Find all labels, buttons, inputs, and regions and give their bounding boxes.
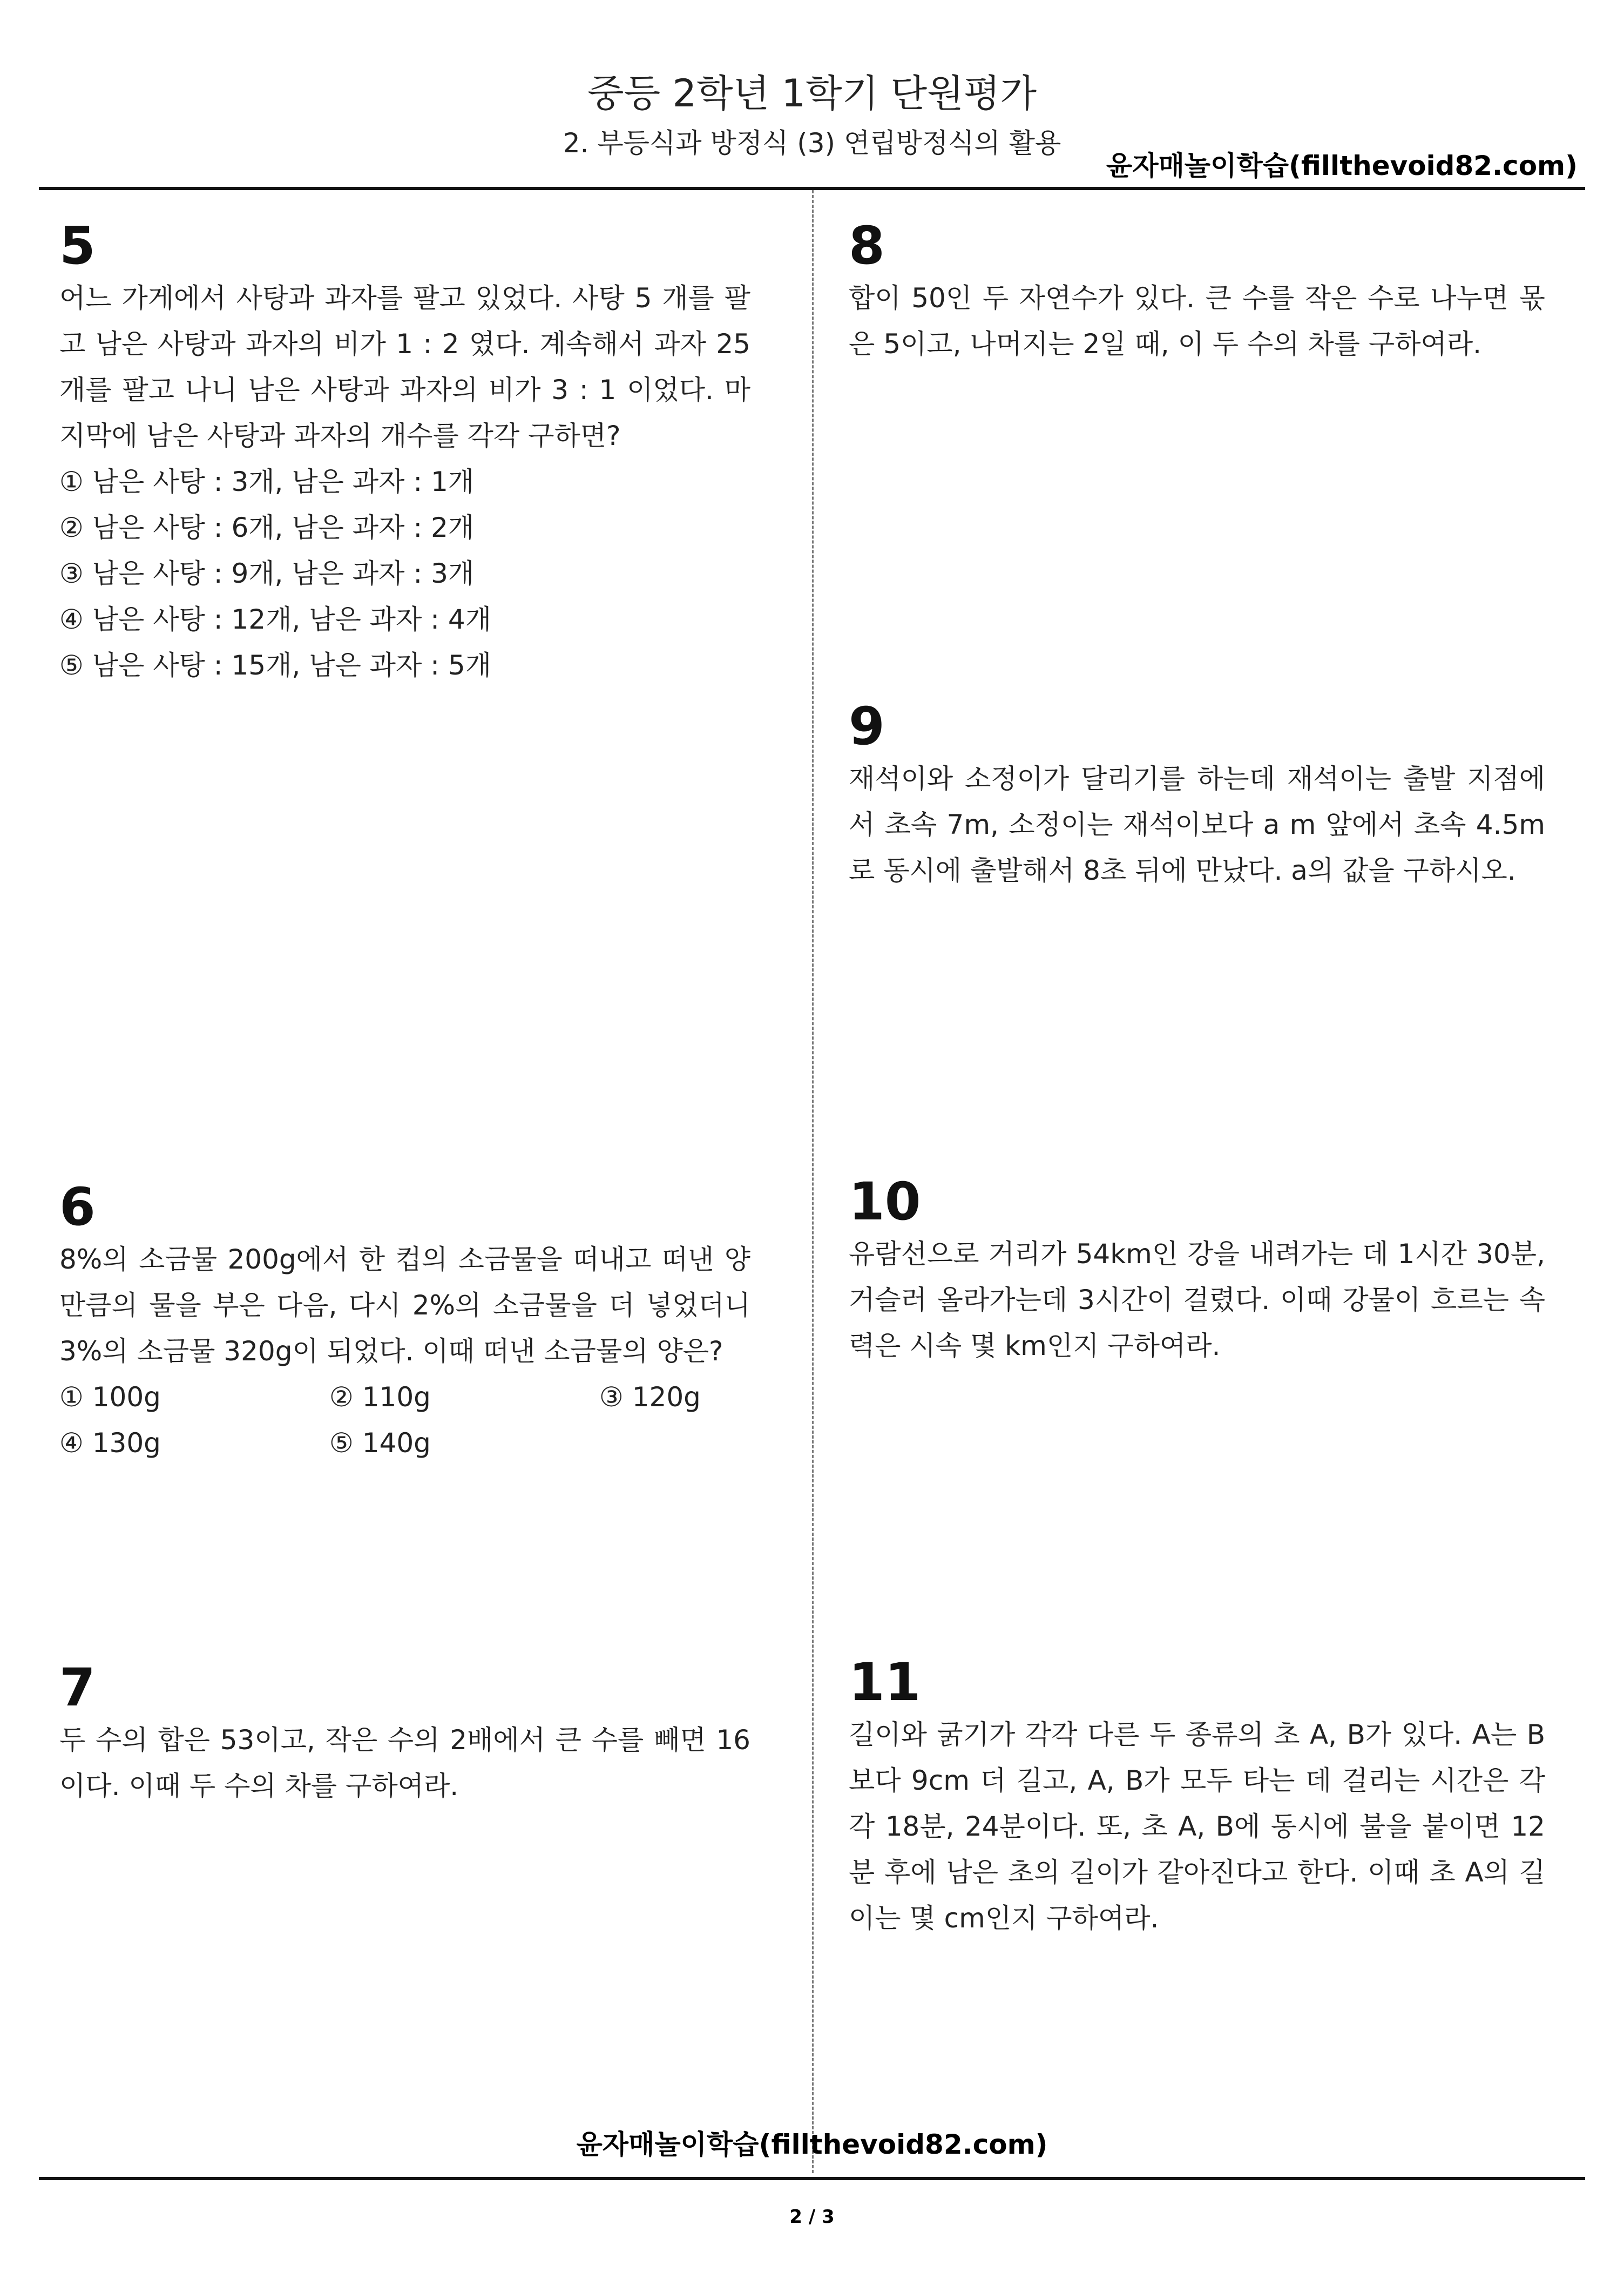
question-9 [849, 697, 1545, 894]
question-8 [849, 216, 1545, 367]
option-5: ⑤ 140g [329, 1427, 431, 1459]
option-5: ⑤ 남은 사탕 : 15개, 남은 과자 : 5개 [59, 650, 491, 681]
question-6 [59, 1177, 750, 1466]
page-title: 중등 2학년 1학기 단원평가 [587, 71, 1037, 116]
question-text: 유람선으로 거리가 54km인 강을 내려가는 데 1시간 30분, 거슬러 올라가는데 3시간이 걸렸다. 이때 강물이 흐르는 속력은 시속 몇 km인지 구하여라. [849, 1238, 1545, 1361]
option-3: ③ 120g [599, 1381, 701, 1413]
question-text: 합이 50인 두 자연수가 있다. 큰 수를 작은 수로 나누면 몫은 5이고, 나머지는 2일 때, 이 두 수의 차를 구하여라. [849, 282, 1545, 360]
option-3: ③ 남은 사탕 : 9개, 남은 과자 : 3개 [59, 558, 475, 589]
option-4: ④ 130g [59, 1427, 161, 1459]
header-brand: 윤자매놀이학습(fillthevoid82.com) [1106, 150, 1578, 181]
question-number: 7 [59, 1657, 96, 1718]
question-11 [849, 1653, 1545, 1941]
option-2: ② 110g [329, 1381, 431, 1413]
question-number: 10 [849, 1171, 921, 1232]
option-2: ② 남은 사탕 : 6개, 남은 과자 : 2개 [59, 512, 475, 543]
question-text: 두 수의 합은 53이고, 작은 수의 2배에서 큰 수를 빼면 16이다. 이때 두 수의 차를 구하여라. [59, 1724, 750, 1802]
option-1: ① 남은 사탕 : 3개, 남은 과자 : 1개 [59, 466, 475, 497]
question-7 [59, 1658, 750, 1809]
question-number: 6 [59, 1177, 96, 1237]
question-10 [849, 1172, 1545, 1369]
question-text: 어느 가게에서 사탕과 과자를 팔고 있었다. 사탕 5 개를 팔고 남은 사탕과 과자의 비가 1 : 2 였다. 계속해서 과자 25 개를 팔고 나니 남은 사탕과 과자의 비가 3 : 1 이었다. 마지막에 남은 사탕과 과자의 개수를 각각 구하면? [59, 282, 750, 451]
question-text: 길이와 굵기가 각각 다른 두 종류의 초 A, B가 있다. A는 B보다 9cm 더 길고, A, B가 모두 타는 데 걸리는 시간은 각각 18분, 24분이다. 또, 초 A, B에 동시에 불을 붙이면 12분 후에 남은 초의 길이가 같아진다고 한다. 이때 초 A의 길이는 몇 cm인지 구하여라. [849, 1719, 1545, 1934]
page-subtitle: 2. 부등식과 방정식 (3) 연립방정식의 활용 [563, 127, 1061, 159]
footer-brand: 윤자매놀이학습(fillthevoid82.com) [576, 2129, 1048, 2160]
question-number: 11 [849, 1652, 921, 1712]
footer-divider [39, 2177, 1585, 2180]
question-text: 재석이와 소정이가 달리기를 하는데 재석이는 출발 지점에서 초속 7m, 소정이는 재석이보다 a m 앞에서 초속 4.5m로 동시에 출발해서 8초 뒤에 만났다. a의 값을 구하시오. [849, 763, 1545, 886]
page-number: 2 / 3 [789, 2206, 835, 2228]
answer-options [59, 459, 750, 689]
question-text: 8%의 소금물 200g에서 한 컵의 소금물을 떠내고 떠낸 양 만큼의 물을 부은 다음, 다시 2%의 소금물을 더 넣었더니 3%의 소금물 320g이 되었다. 이때 떠낸 소금물의 양은? [59, 1244, 750, 1367]
question-5 [59, 216, 750, 689]
question-number: 8 [849, 215, 885, 276]
question-number: 9 [849, 696, 885, 757]
column-divider [812, 190, 814, 2173]
question-number: 5 [59, 215, 96, 276]
answer-options [59, 1374, 750, 1466]
option-4: ④ 남은 사탕 : 12개, 남은 과자 : 4개 [59, 604, 491, 635]
option-1: ① 100g [59, 1381, 161, 1413]
